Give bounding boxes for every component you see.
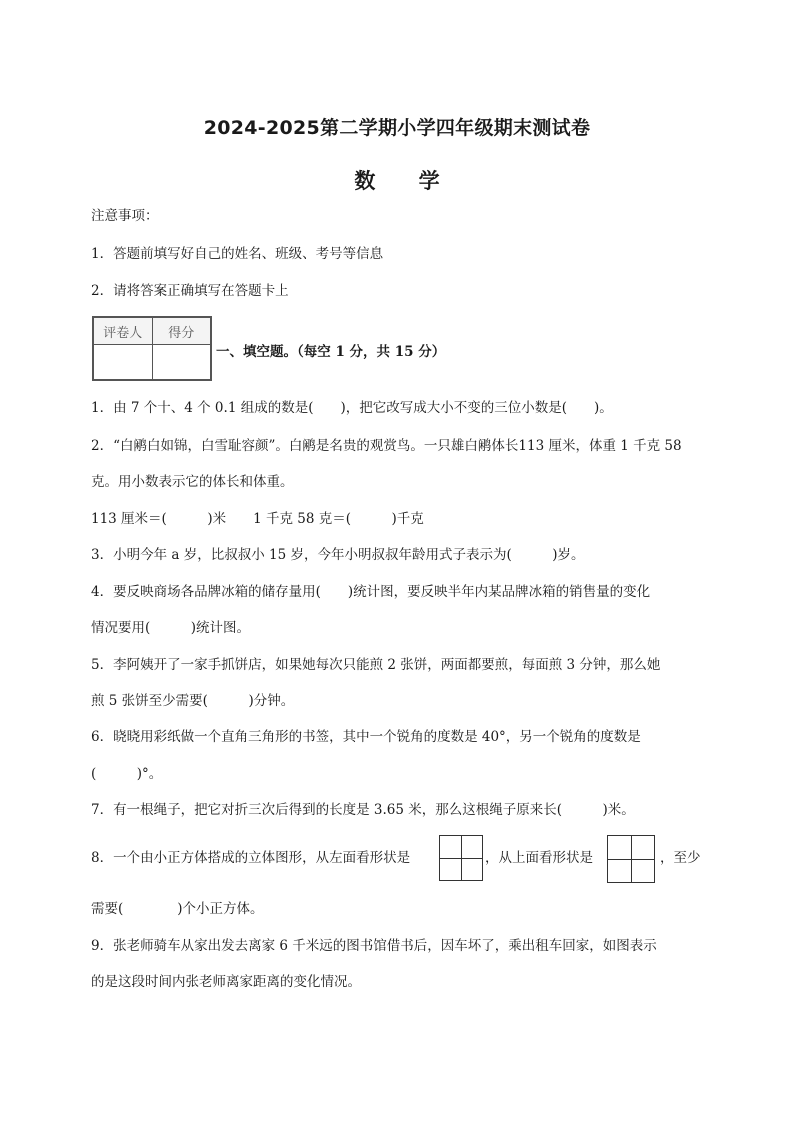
top-view-figure bbox=[607, 835, 655, 883]
notes-heading: 注意事项： bbox=[91, 208, 159, 224]
question-7: 7．有一根绳子，把它对折三次后得到的长度是 3.65 米，那么这根绳子原来长( )米。 bbox=[91, 802, 635, 818]
question-6-line-2: ( )°。 bbox=[91, 766, 163, 782]
section-1-title: 一、填空题。（每空 1 分，共 15 分） bbox=[216, 344, 446, 360]
question-5-line-2: 煎 5 张饼至少需要( )分钟。 bbox=[91, 693, 295, 709]
question-8-line-2: 需要( )个小正方体。 bbox=[91, 901, 264, 917]
grader-cell bbox=[93, 345, 152, 381]
question-2-line-1: 2．“白鹇白如锦，白雪耻容颜”。白鹇是名贵的观赏鸟。一只雄白鹇体长113 厘米，体重 1 千克 58 bbox=[91, 438, 682, 454]
question-9-line-1: 9．张老师骑车从家出发去离家 6 千米远的图书馆借书后，因车坏了，乘出租车回家，如图表示 bbox=[91, 938, 657, 954]
grader-label: 评卷人 bbox=[93, 317, 152, 345]
question-2-line-2: 克。用小数表示它的体长和体重。 bbox=[91, 474, 294, 490]
question-3: 3．小明今年 a 岁，比叔叔小 15 岁，今年小明叔叔年龄用式子表示为( )岁。 bbox=[91, 547, 585, 563]
subject-title: 数 学 bbox=[354, 169, 458, 193]
question-4-line-2: 情况要用( )统计图。 bbox=[91, 620, 251, 636]
exam-title: 2024-2025第二学期小学四年级期末测试卷 bbox=[203, 117, 591, 139]
question-8-part-1: 8．一个由小正方体搭成的立体图形，从左面看形状是 bbox=[91, 850, 411, 866]
score-box bbox=[92, 316, 212, 381]
question-8-part-3: ，至少 bbox=[660, 850, 701, 866]
question-9-line-2: 的是这段时间内张老师离家距离的变化情况。 bbox=[91, 974, 361, 990]
score-label: 得分 bbox=[152, 317, 211, 345]
question-4-line-1: 4．要反映商场各品牌冰箱的储存量用( )统计图，要反映半年内某品牌冰箱的销售量的变化 bbox=[91, 584, 651, 600]
left-view-figure bbox=[439, 835, 483, 881]
note-item-2: 2．请将答案正确填写在答题卡上 bbox=[91, 283, 289, 299]
question-8-part-2: ，从上面看形状是 bbox=[485, 850, 593, 866]
question-6-line-1: 6．晓晓用彩纸做一个直角三角形的书签，其中一个锐角的度数是 40°，另一个锐角的度数是 bbox=[91, 729, 641, 745]
score-cell bbox=[152, 345, 211, 381]
question-2-line-3: 113 厘米＝( )米 1 千克 58 克＝( )千克 bbox=[91, 511, 424, 527]
question-1: 1．由 7 个十、4 个 0.1 组成的数是( )，把它改写成大小不变的三位小数是( )。 bbox=[91, 400, 613, 416]
question-5-line-1: 5．李阿姨开了一家手抓饼店，如果她每次只能煎 2 张饼，两面都要煎，每面煎 3 分钟，那么她 bbox=[91, 657, 661, 673]
note-item-1: 1．答题前填写好自己的姓名、班级、考号等信息 bbox=[91, 246, 384, 262]
